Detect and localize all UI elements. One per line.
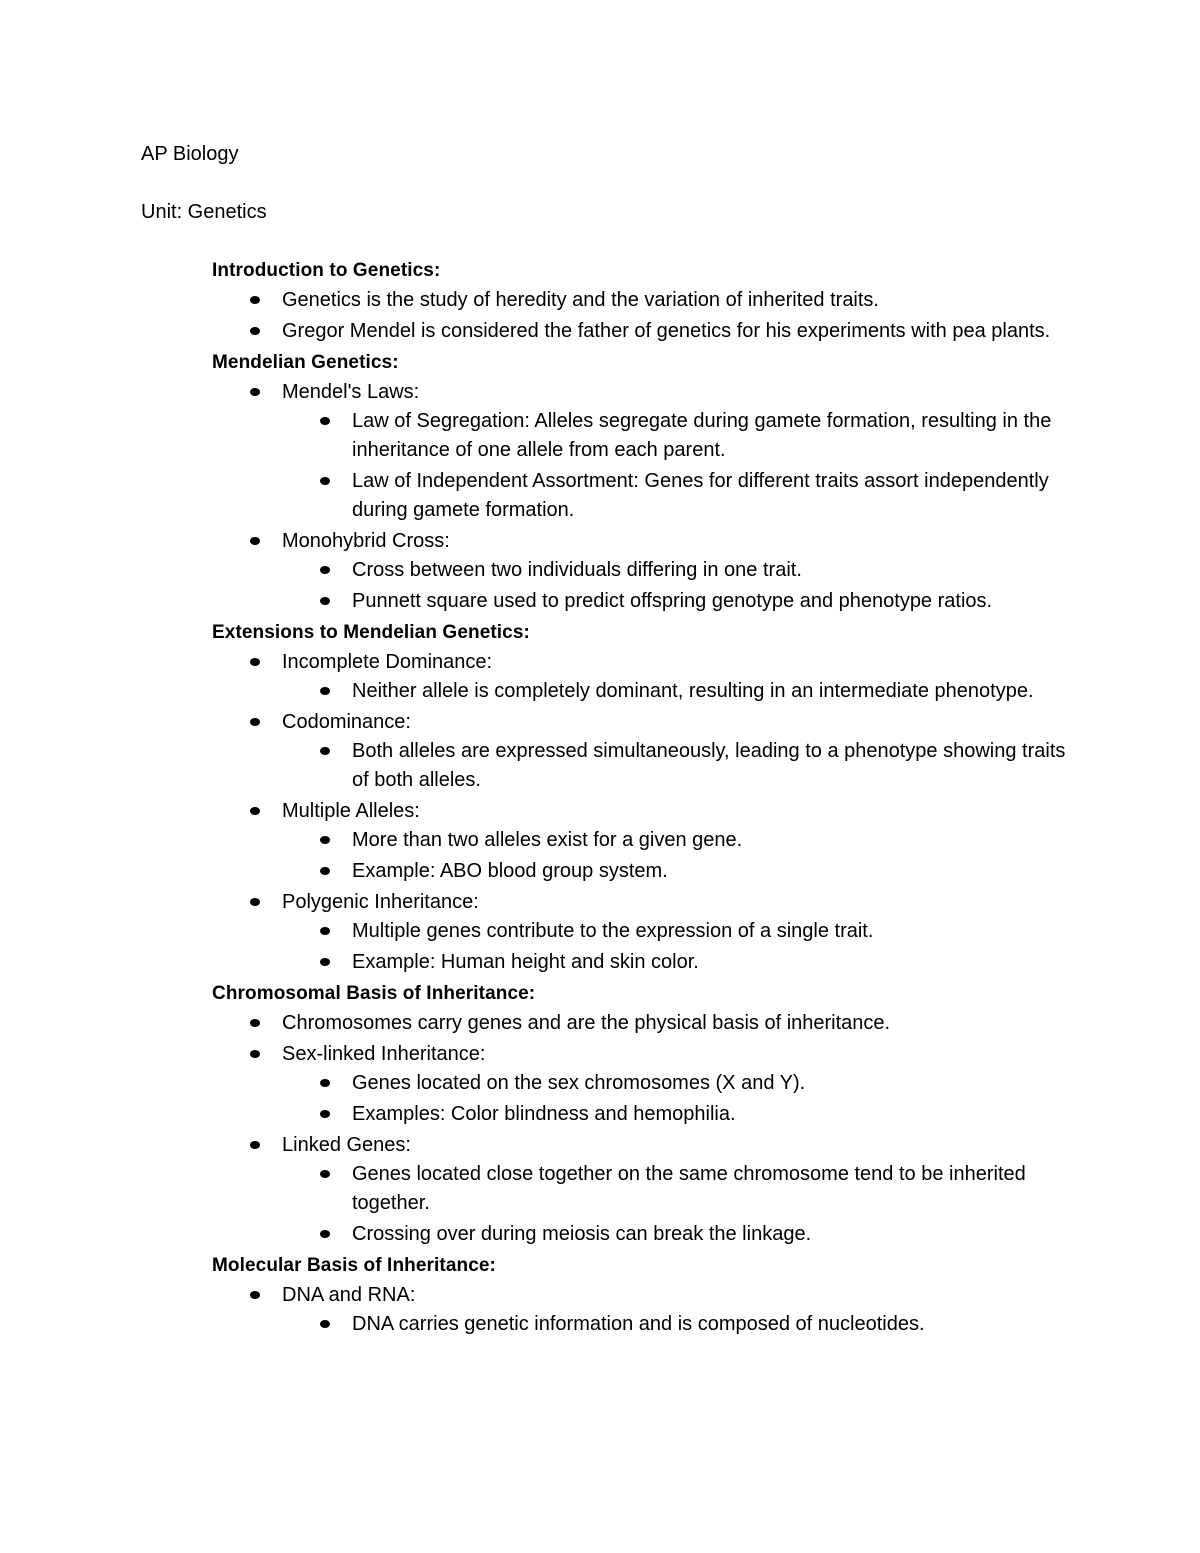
section-list [212, 286, 1072, 346]
sub-list-item-text: Cross between two individuals differing in one trait. [352, 559, 802, 581]
sub-list-item-text: Genes located on the sex chromosomes (X and Y). [352, 1072, 806, 1094]
sub-list [212, 677, 1072, 706]
sub-list [212, 737, 1072, 795]
sub-list-item [282, 948, 1072, 977]
bullet-icon [250, 388, 260, 396]
list-item [212, 1281, 1072, 1339]
sub-list-item-text: Law of Independent Assortment: Genes for different traits assort independently during gamete formation. [352, 470, 1049, 521]
list-item-text: Monohybrid Cross: [282, 530, 450, 552]
sub-list-item [282, 1220, 1072, 1249]
sub-list [212, 1160, 1072, 1249]
sub-list-item [282, 467, 1072, 525]
bullet-icon [250, 1050, 260, 1058]
sub-list-item-text: DNA carries genetic information and is composed of nucleotides. [352, 1313, 925, 1335]
section-heading: Chromosomal Basis of Inheritance: [212, 983, 536, 1004]
sub-list-item-text: Example: Human height and skin color. [352, 951, 699, 973]
bullet-icon [320, 1230, 330, 1238]
sub-list [212, 917, 1072, 977]
list-item [212, 888, 1072, 977]
sub-list [212, 1069, 1072, 1129]
notes-content [212, 256, 1072, 1341]
sub-list-item [282, 917, 1072, 946]
bullet-icon [250, 1291, 260, 1299]
list-item-text: Linked Genes: [282, 1134, 411, 1156]
sub-list-item-text: Punnett square used to predict offspring genotype and phenotype ratios. [352, 590, 993, 612]
sub-list-item-text: Genes located close together on the same chromosome tend to be inherited together. [352, 1163, 1026, 1214]
list-item [212, 797, 1072, 886]
list-item-text: DNA and RNA: [282, 1284, 416, 1306]
list-item-text: Mendel's Laws: [282, 381, 420, 403]
section-list [212, 378, 1072, 616]
section-list [212, 1281, 1072, 1339]
bullet-icon [250, 807, 260, 815]
unit-title: Unit: Genetics [141, 201, 267, 223]
bullet-icon [320, 477, 330, 485]
list-item [212, 286, 1072, 315]
list-item-text: Gregor Mendel is considered the father of genetics for his experiments with pea plants. [282, 320, 1051, 342]
list-item-text: Multiple Alleles: [282, 800, 420, 822]
bullet-icon [250, 296, 260, 304]
list-item-text: Genetics is the study of heredity and the variation of inherited traits. [282, 289, 879, 311]
sub-list-item-text: Neither allele is completely dominant, resulting in an intermediate phenotype. [352, 680, 1034, 702]
section-list [212, 1009, 1072, 1249]
list-item [212, 1131, 1072, 1249]
sub-list-item-text: Crossing over during meiosis can break the linkage. [352, 1223, 812, 1245]
sub-list-item [282, 1100, 1072, 1129]
sub-list-item-text: Multiple genes contribute to the expression of a single trait. [352, 920, 874, 942]
bullet-icon [250, 898, 260, 906]
bullet-icon [320, 958, 330, 966]
sub-list-item [282, 826, 1072, 855]
sub-list-item-text: Law of Segregation: Alleles segregate during gamete formation, resulting in the inheritance of one allele from each parent. [352, 410, 1052, 461]
sub-list-item [282, 587, 1072, 616]
sub-list-item-text: Both alleles are expressed simultaneously, leading to a phenotype showing traits of both alleles. [352, 740, 1066, 791]
sub-list-item [282, 1069, 1072, 1098]
sub-list-item [282, 556, 1072, 585]
section-list [212, 648, 1072, 977]
sub-list-item [282, 1310, 1072, 1339]
bullet-icon [320, 597, 330, 605]
bullet-icon [320, 1079, 330, 1087]
list-item [212, 527, 1072, 616]
bullet-icon [320, 566, 330, 574]
bullet-icon [250, 1019, 260, 1027]
sub-list [212, 1310, 1072, 1339]
list-item [212, 648, 1072, 706]
sub-list-item [282, 407, 1072, 465]
sub-list-item-text: More than two alleles exist for a given gene. [352, 829, 743, 851]
bullet-icon [250, 537, 260, 545]
bullet-icon [320, 747, 330, 755]
sub-list [212, 826, 1072, 886]
bullet-icon [320, 1110, 330, 1118]
list-item-text: Sex-linked Inheritance: [282, 1043, 486, 1065]
list-item [212, 317, 1072, 346]
sub-list-item [282, 1160, 1072, 1218]
sub-list-item-text: Example: ABO blood group system. [352, 860, 668, 882]
sub-list-item-text: Examples: Color blindness and hemophilia. [352, 1103, 736, 1125]
course-title: AP Biology [141, 143, 239, 165]
bullet-icon [320, 1320, 330, 1328]
section-heading: Introduction to Genetics: [212, 260, 441, 281]
list-item-text: Codominance: [282, 711, 411, 733]
list-item [212, 1009, 1072, 1038]
bullet-icon [320, 867, 330, 875]
list-item [212, 378, 1072, 525]
list-item [212, 708, 1072, 795]
bullet-icon [250, 1141, 260, 1149]
bullet-icon [250, 658, 260, 666]
sub-list-item [282, 677, 1072, 706]
section-heading: Molecular Basis of Inheritance: [212, 1255, 496, 1276]
list-item [212, 1040, 1072, 1129]
section-heading: Mendelian Genetics: [212, 352, 399, 373]
sub-list-item [282, 737, 1072, 795]
bullet-icon [250, 718, 260, 726]
list-item-text: Chromosomes carry genes and are the physical basis of inheritance. [282, 1012, 891, 1034]
bullet-icon [320, 687, 330, 695]
bullet-icon [320, 927, 330, 935]
bullet-icon [320, 417, 330, 425]
sub-list [212, 556, 1072, 616]
bullet-icon [320, 1170, 330, 1178]
list-item-text: Incomplete Dominance: [282, 651, 493, 673]
bullet-icon [320, 836, 330, 844]
bullet-icon [250, 327, 260, 335]
sub-list-item [282, 857, 1072, 886]
section-heading: Extensions to Mendelian Genetics: [212, 622, 530, 643]
list-item-text: Polygenic Inheritance: [282, 891, 479, 913]
sub-list [212, 407, 1072, 525]
